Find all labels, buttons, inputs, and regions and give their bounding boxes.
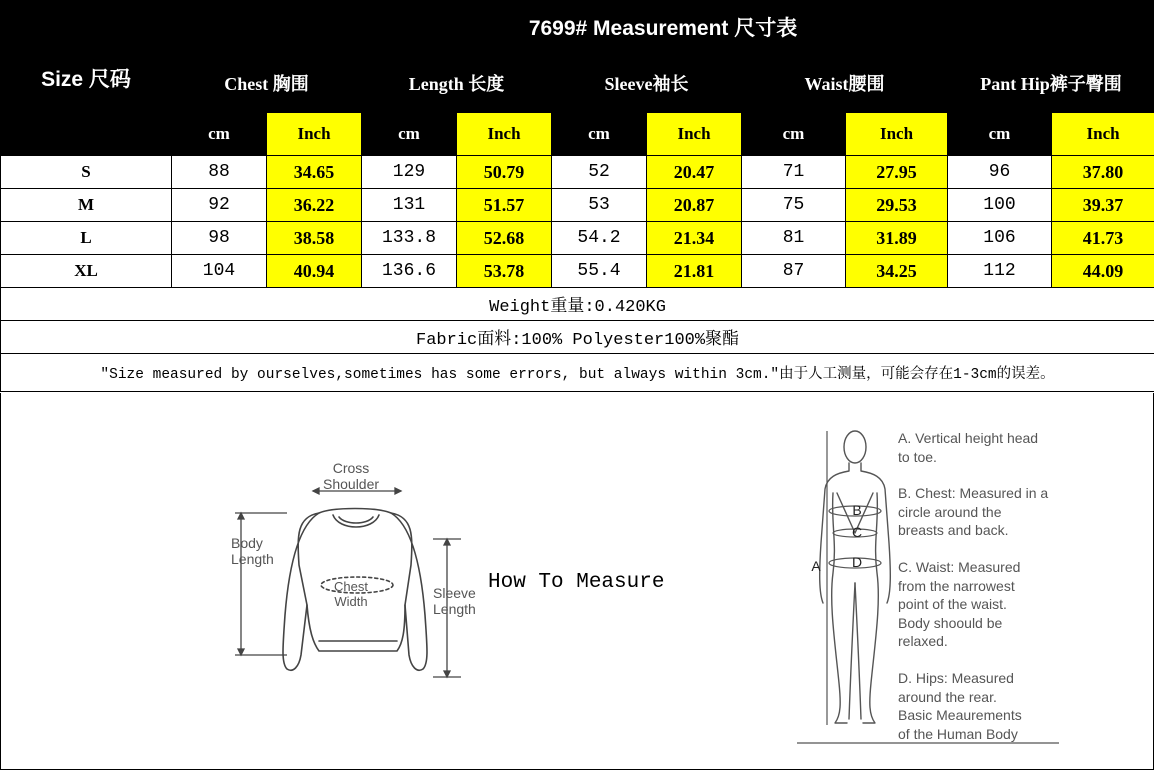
row-size-label: XL <box>1 255 172 288</box>
table-cell: 104 <box>172 255 267 288</box>
group-pant-hip: Pant Hip裤子臀围 <box>948 54 1154 113</box>
unit-inch-header: Inch <box>647 113 742 156</box>
cross-shoulder-label: Cross Shoulder <box>323 460 380 492</box>
legend-c: C. Waist: Measured from the narrowest point of the waist. Body shoould be relaxed. <box>898 559 1021 649</box>
measurement-note: "Size measured by ourselves,sometimes has some errors, but always within 3cm."由于人工测量，可能会存在1-3cm的误差。 <box>1 354 1154 392</box>
unit-inch-header: Inch <box>1052 113 1154 156</box>
table-cell: 29.53 <box>846 189 948 222</box>
how-to-measure-title: How To Measure <box>488 571 665 594</box>
chart-title: 7699# Measurement 尺寸表 <box>172 1 1154 54</box>
unit-cm-header: cm <box>742 113 846 156</box>
marker-d: D <box>851 554 863 570</box>
table-cell: 39.37 <box>1052 189 1154 222</box>
table-cell: 54.2 <box>552 222 647 255</box>
unit-inch-header: Inch <box>846 113 948 156</box>
unit-inch-header: Inch <box>457 113 552 156</box>
table-row <box>1 156 1154 189</box>
table-cell: 100 <box>948 189 1052 222</box>
table-row <box>1 189 1154 222</box>
sleeve-length-label: Sleeve Length <box>433 585 476 617</box>
table-cell: 52 <box>552 156 647 189</box>
legend-a: A. Vertical height head to toe. <box>898 430 1039 465</box>
table-cell: 20.87 <box>647 189 742 222</box>
table-cell: 112 <box>948 255 1052 288</box>
table-cell: 75 <box>742 189 846 222</box>
table-cell: 51.57 <box>457 189 552 222</box>
table-row <box>1 255 1154 288</box>
legend-b: B. Chest: Measured in a circle around the breasts and back. <box>898 485 1049 538</box>
table-cell: 31.89 <box>846 222 948 255</box>
table-cell: 40.94 <box>267 255 362 288</box>
table-cell: 50.79 <box>457 156 552 189</box>
group-chest: Chest 胸围 <box>172 54 362 113</box>
table-cell: 41.73 <box>1052 222 1154 255</box>
marker-a: A <box>811 558 821 574</box>
unit-cm-header: cm <box>948 113 1052 156</box>
table-cell: 96 <box>948 156 1052 189</box>
table-cell: 53 <box>552 189 647 222</box>
table-cell: 87 <box>742 255 846 288</box>
unit-inch-header: Inch <box>267 113 362 156</box>
unit-cm-header: cm <box>362 113 457 156</box>
weight-info: Weight重量:0.420KG <box>1 288 1154 321</box>
table-cell: 34.25 <box>846 255 948 288</box>
table-cell: 98 <box>172 222 267 255</box>
group-length: Length 长度 <box>362 54 552 113</box>
row-size-label: M <box>1 189 172 222</box>
unit-cm-header: cm <box>552 113 647 156</box>
table-cell: 53.78 <box>457 255 552 288</box>
table-cell: 44.09 <box>1052 255 1154 288</box>
table-cell: 52.68 <box>457 222 552 255</box>
table-cell: 21.34 <box>647 222 742 255</box>
row-size-label: S <box>1 156 172 189</box>
table-cell: 55.4 <box>552 255 647 288</box>
group-sleeve: Sleeve袖长 <box>552 54 742 113</box>
unit-cm-header: cm <box>172 113 267 156</box>
table-cell: 129 <box>362 156 457 189</box>
marker-c: C <box>851 524 863 540</box>
table-cell: 92 <box>172 189 267 222</box>
legend-d: D. Hips: Measured around the rear. Basic Meaurements of the Human Body <box>898 670 1022 742</box>
table-cell: 136.6 <box>362 255 457 288</box>
marker-b: B <box>852 502 862 518</box>
table-cell: 38.58 <box>267 222 362 255</box>
body-length-label: Body Length <box>231 535 274 567</box>
table-cell: 37.80 <box>1052 156 1154 189</box>
table-cell: 21.81 <box>647 255 742 288</box>
table-cell: 133.8 <box>362 222 457 255</box>
size-header: Size 尺码 <box>1 1 172 156</box>
fabric-info: Fabric面料:100% Polyester100%聚酯 <box>1 321 1154 354</box>
table-cell: 36.22 <box>267 189 362 222</box>
table-cell: 106 <box>948 222 1052 255</box>
table-cell: 81 <box>742 222 846 255</box>
row-size-label: L <box>1 222 172 255</box>
table-cell: 131 <box>362 189 457 222</box>
how-to-measure-panel <box>0 393 1154 770</box>
table-cell: 20.47 <box>647 156 742 189</box>
table-cell: 27.95 <box>846 156 948 189</box>
table-cell: 71 <box>742 156 846 189</box>
table-row <box>1 222 1154 255</box>
chest-width-label: Chest Width <box>334 579 368 609</box>
table-cell: 34.65 <box>267 156 362 189</box>
table-cell: 88 <box>172 156 267 189</box>
group-waist: Waist腰围 <box>742 54 948 113</box>
